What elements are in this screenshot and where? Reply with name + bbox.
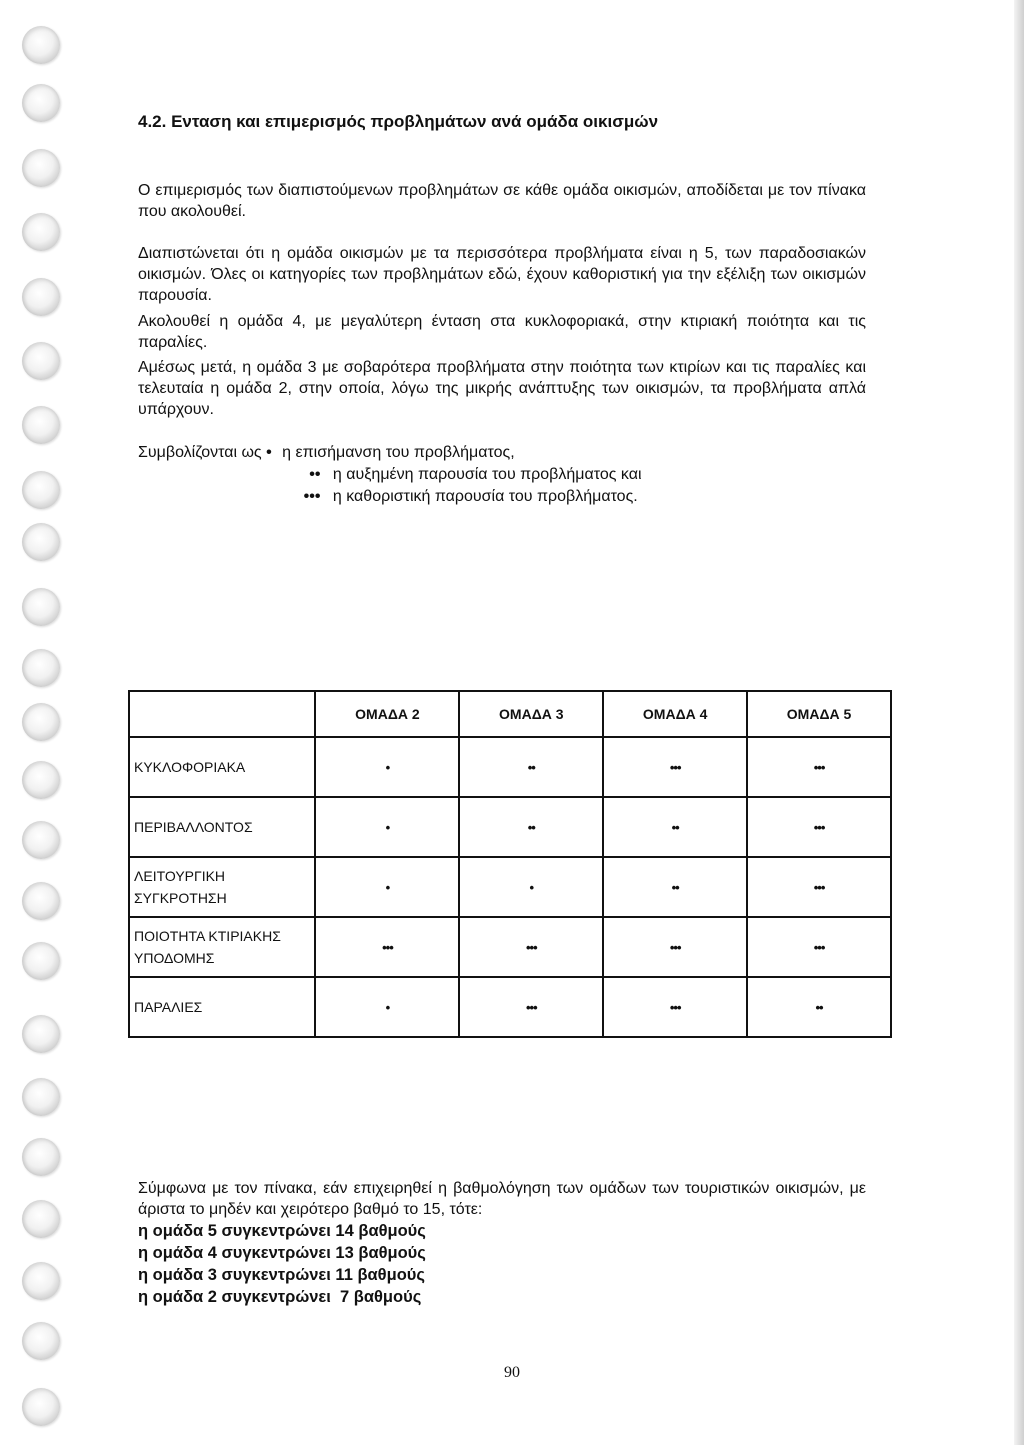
table-header-group4: ΟΜΑΔΑ 4 bbox=[603, 691, 747, 737]
table-cell: ••• bbox=[603, 737, 747, 797]
binder-hole-icon bbox=[22, 942, 60, 980]
score-line: η ομάδα 5 συγκεντρώνει 14 βαθμούς bbox=[138, 1222, 426, 1240]
paragraph-group5: Διαπιστώνεται ότι η ομάδα οικισμών με τα περισσότερα προβλήματα είναι η 5, των παραδοσιακών οικισμών. Όλες οι κατηγορίες των προβλημάτων εδώ, έχουν καθοριστική για την εξέλιξη των οικισμών παρουσία. bbox=[138, 245, 866, 304]
binder-hole-icon bbox=[22, 278, 60, 316]
binder-hole-icon bbox=[22, 84, 60, 122]
binder-hole-icon bbox=[22, 761, 60, 799]
table-cell: • bbox=[315, 857, 459, 917]
binder-hole-icon bbox=[22, 213, 60, 251]
legend-line bbox=[138, 464, 866, 486]
problems-table bbox=[128, 690, 892, 1038]
table-cell: •• bbox=[603, 857, 747, 917]
table-row bbox=[129, 857, 891, 917]
table-cell: ••• bbox=[315, 917, 459, 977]
binder-hole-icon bbox=[22, 588, 60, 626]
row-label: ΠΟΙΟΤΗΤΑ ΚΤΙΡΙΑΚΗΣ ΥΠΟΔΟΜΗΣ bbox=[129, 917, 315, 977]
binder-hole-icon bbox=[22, 1388, 60, 1426]
table-row bbox=[129, 977, 891, 1037]
conclusion bbox=[138, 1178, 866, 1308]
table-header-corner bbox=[129, 691, 315, 737]
table-cell: •• bbox=[747, 977, 891, 1037]
paragraph-group4: Ακολουθεί η ομάδα 4, με μεγαλύτερη ένταση στα κυκλοφοριακά, στην κτιριακή ποιότητα και τις παραλίες. bbox=[138, 313, 866, 351]
table-cell: •• bbox=[459, 797, 603, 857]
score-line: η ομάδα 4 συγκεντρώνει 13 βαθμούς bbox=[138, 1244, 426, 1262]
row-label: ΛΕΙΤΟΥΡΓΙΚΗ ΣΥΓΚΡΟΤΗΣΗ bbox=[129, 857, 315, 917]
legend-lead: Συμβολίζονται ως bbox=[138, 444, 262, 461]
row-label: ΠΕΡΙΒΑΛΛΟΝΤΟΣ bbox=[129, 797, 315, 857]
table-cell: ••• bbox=[603, 917, 747, 977]
score-line: η ομάδα 3 συγκεντρώνει 11 βαθμούς bbox=[138, 1266, 425, 1284]
binder-holes bbox=[0, 0, 80, 1445]
binder-hole-icon bbox=[22, 649, 60, 687]
table-header-group5: ΟΜΑΔΑ 5 bbox=[747, 691, 891, 737]
legend-symbol: • bbox=[266, 444, 272, 461]
table-header-group2: ΟΜΑΔΑ 2 bbox=[315, 691, 459, 737]
section-heading: 4.2. Ενταση και επιμερισμός προβλημάτων ανά ομάδα οικισμών bbox=[138, 112, 659, 131]
legend-text: η αυξημένη παρουσία του προβλήματος και bbox=[332, 466, 642, 483]
table-cell: ••• bbox=[747, 917, 891, 977]
binder-hole-icon bbox=[22, 1262, 60, 1300]
legend-line bbox=[138, 486, 866, 508]
row-label: ΠΑΡΑΛΙΕΣ bbox=[129, 977, 315, 1037]
table-cell: • bbox=[459, 857, 603, 917]
legend-text: η καθοριστική παρουσία του προβλήματος. bbox=[332, 488, 638, 505]
binder-hole-icon bbox=[22, 471, 60, 509]
table-row bbox=[129, 797, 891, 857]
legend-symbol: •• bbox=[309, 466, 321, 483]
table-header-group3: ΟΜΑΔΑ 3 bbox=[459, 691, 603, 737]
table-row bbox=[129, 917, 891, 977]
binder-hole-icon bbox=[22, 703, 60, 741]
table-cell: •• bbox=[603, 797, 747, 857]
legend-symbol: ••• bbox=[303, 488, 321, 505]
binder-hole-icon bbox=[22, 149, 60, 187]
binder-hole-icon bbox=[22, 1200, 60, 1238]
table-cell: • bbox=[315, 977, 459, 1037]
binder-hole-icon bbox=[22, 882, 60, 920]
table-cell: ••• bbox=[747, 857, 891, 917]
legend-text: η επισήμανση του προβλήματος, bbox=[282, 444, 515, 461]
table-cell: ••• bbox=[603, 977, 747, 1037]
conclusion-intro: Σύμφωνα με τον πίνακα, εάν επιχειρηθεί η βαθμολόγηση των ομάδων των τουριστικών οικισμών, με άριστα το μηδέν και χειρότερο βαθμό το 15, τότε: bbox=[138, 1180, 866, 1218]
binder-hole-icon bbox=[22, 1078, 60, 1116]
table-cell: • bbox=[315, 737, 459, 797]
table-cell: ••• bbox=[459, 917, 603, 977]
paragraph-group3-2: Αμέσως μετά, η ομάδα 3 με σοβαρότερα προβλήματα στην ποιότητα των κτιρίων και τις παραλίες και τελευταία η ομάδα 2, στην οποία, λόγω της μικρής ανάπτυξης των οικισμών, τα προβλήματα απλά υπάρχουν. bbox=[138, 359, 866, 418]
paragraph-intro: Ο επιμερισμός των διαπιστούμενων προβλημάτων σε κάθε ομάδα οικισμών, αποδίδεται με τον πίνακα που ακολουθεί. bbox=[138, 182, 866, 220]
binder-hole-icon bbox=[22, 1322, 60, 1360]
binder-hole-icon bbox=[22, 1015, 60, 1053]
table-cell: • bbox=[315, 797, 459, 857]
table-cell: ••• bbox=[459, 977, 603, 1037]
page-edge bbox=[1014, 0, 1024, 1445]
table-header-row bbox=[129, 691, 891, 737]
binder-hole-icon bbox=[22, 1138, 60, 1176]
binder-hole-icon bbox=[22, 342, 60, 380]
table-row bbox=[129, 737, 891, 797]
page-number: 90 bbox=[504, 1364, 520, 1381]
binder-hole-icon bbox=[22, 26, 60, 64]
table-cell: ••• bbox=[747, 797, 891, 857]
symbol-legend bbox=[138, 442, 866, 508]
binder-hole-icon bbox=[22, 821, 60, 859]
binder-hole-icon bbox=[22, 406, 60, 444]
score-line: η ομάδα 2 συγκεντρώνει 7 βαθμούς bbox=[138, 1288, 422, 1306]
legend-line bbox=[138, 442, 866, 464]
binder-hole-icon bbox=[22, 523, 60, 561]
row-label: ΚΥΚΛΟΦΟΡΙΑΚΑ bbox=[129, 737, 315, 797]
table-cell: •• bbox=[459, 737, 603, 797]
table-cell: ••• bbox=[747, 737, 891, 797]
